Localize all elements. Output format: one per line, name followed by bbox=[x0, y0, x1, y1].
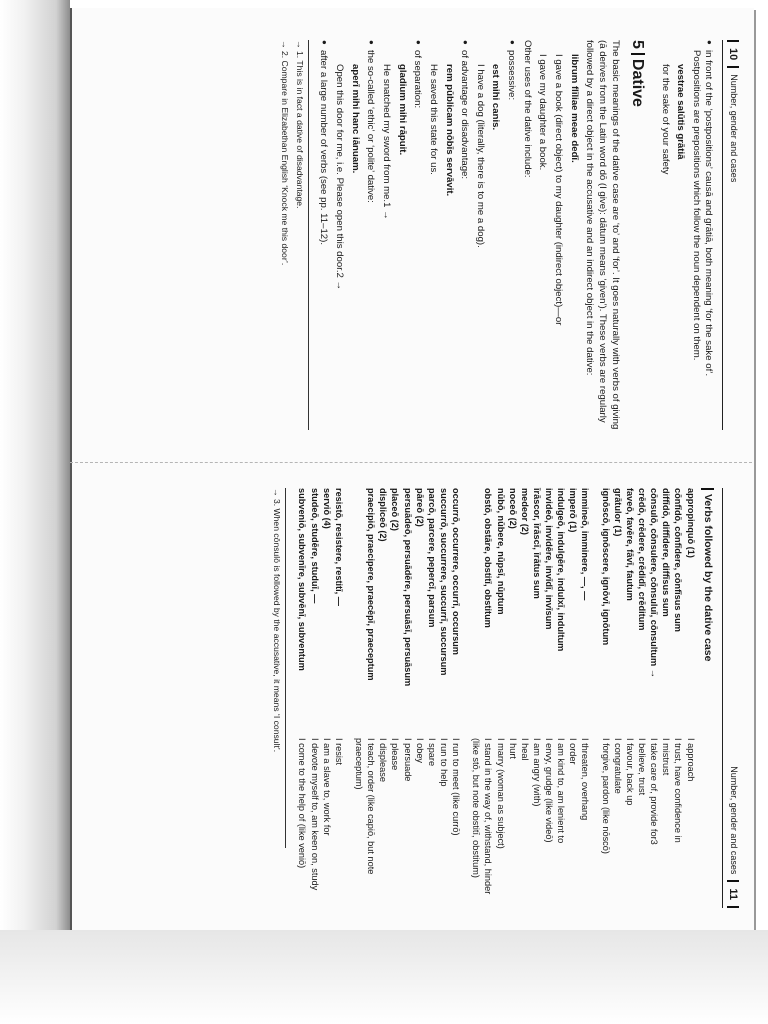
verb-row bbox=[672, 488, 684, 908]
verb-latin: invideō, invidēre, invīdī, invīsum bbox=[544, 488, 555, 630]
use-english: He snatched my sword from me.1 → bbox=[380, 64, 392, 220]
use-label: ● the so-called ‘ethic’ or ‘polite’ dative: bbox=[365, 50, 377, 203]
verb-latin: parcō, parcere, pepercī, parsum bbox=[426, 488, 437, 628]
verb-english: I approach bbox=[685, 738, 696, 782]
use-advantage bbox=[426, 40, 470, 430]
footnote: → 2. Compare in Elizabethan English ‘Knock me this door’. bbox=[280, 40, 291, 266]
verb-latin: diffīdō, diffīdere, diffīsus sum bbox=[661, 488, 672, 617]
verbs-heading: Verbs followed by the dative case bbox=[701, 488, 715, 908]
book-fold bbox=[70, 462, 752, 463]
verb-latin: indulgeō, indulgēre, indulxī, indultum bbox=[556, 488, 567, 652]
verb-english: I threaten, overhang bbox=[580, 738, 591, 821]
verb-row bbox=[438, 488, 450, 908]
use-label: ● possessive: bbox=[506, 50, 518, 101]
use-label: ● after a large number of verbs (see pp. 11–12). bbox=[318, 50, 330, 246]
verb-row bbox=[543, 488, 555, 908]
left-footnotes bbox=[279, 40, 309, 430]
verb-latin: īrāscor, īrāscī, īrātus sum bbox=[531, 488, 542, 599]
verb-row bbox=[333, 488, 345, 908]
verb-english: I run to meet (like currō) bbox=[451, 738, 462, 836]
verb-latin: medeor (2) bbox=[519, 488, 530, 535]
use-possessive bbox=[473, 40, 517, 430]
verb-row bbox=[353, 488, 377, 908]
verb-english: I heal bbox=[519, 738, 530, 761]
use-latin: gladium mihi rāpuit. bbox=[396, 64, 408, 156]
verb-english: I believe, trust bbox=[637, 738, 648, 796]
verb-latin: displiceō (2) bbox=[378, 488, 389, 542]
verb-english: I please bbox=[390, 738, 401, 771]
verb-english: I run to help bbox=[438, 738, 449, 787]
verb-latin: nūbō, nūbere, nūpsī, nūptum bbox=[495, 488, 506, 615]
dative-intro-paragraph: The basic meanings of the dative case are ‘to’ and ‘for’. It goes naturally with verbs of giving (ā derives from the Latin word dō (I give): dātum means ‘given’). These verbs are regularly followed by a direct object in the accusative and an indirect object in the dative: bbox=[584, 40, 621, 430]
verb-row bbox=[567, 488, 579, 908]
header-separator bbox=[727, 66, 739, 68]
verb-row bbox=[308, 488, 320, 908]
verb-row bbox=[401, 488, 413, 908]
verb-english: I trust, have confidence in bbox=[673, 738, 684, 843]
other-uses-paragraph: Other uses of the dative include: bbox=[521, 40, 533, 178]
verb-row bbox=[450, 488, 462, 908]
verb-row bbox=[519, 488, 531, 908]
verb-english: I spare bbox=[426, 738, 437, 767]
verb-latin: placeō (2) bbox=[390, 488, 401, 531]
left-header-title: Number, gender and cases bbox=[728, 74, 739, 183]
right-page-number: 11 bbox=[727, 888, 739, 900]
header-separator bbox=[727, 880, 739, 882]
verb-row bbox=[636, 488, 648, 908]
verb-english: I order bbox=[568, 738, 579, 765]
verb-latin: obstō, obstāre, obstitī, obstitum bbox=[483, 488, 494, 628]
example-latin: librum flīliae meae dedī. bbox=[568, 54, 580, 163]
verb-latin: resistō, resistere, restitī, — bbox=[333, 488, 344, 606]
verb-english: I forgive, pardon (like nōscō) bbox=[600, 738, 611, 854]
use-label: ● of advantage or disadvantage: bbox=[459, 50, 471, 180]
verb-english: I displease bbox=[378, 738, 389, 782]
verb-english: I am angry (with) bbox=[531, 738, 542, 807]
verb-english: I hurt bbox=[507, 738, 518, 759]
verb-latin: cōnfīdō, cōnfīdere, cōnfīsus sum bbox=[673, 488, 684, 632]
verb-row bbox=[321, 488, 333, 908]
verb-latin: cōnsulō, cōnsulere, cōnsuluī, cōnsultum → bbox=[649, 488, 660, 678]
section-number: 5 bbox=[628, 40, 646, 49]
use-label: ● of separation: bbox=[412, 50, 424, 109]
verb-latin: ignōscō, ignōscere, ignōvī, ignōtum bbox=[600, 488, 611, 646]
verb-row bbox=[377, 488, 389, 908]
verb-english: I teach, order (like capiō, but note praeceptum) bbox=[353, 738, 377, 875]
verb-latin: immineō, imminere, —, — bbox=[580, 488, 591, 601]
verb-latin: grātulor (1) bbox=[612, 488, 623, 537]
verb-english: I marry (woman as subject) bbox=[495, 738, 506, 849]
verb-latin: occurrō, occurrere, occurrī, occursum bbox=[451, 488, 462, 655]
verb-latin: crēdō, crēdere, crēdidī, crēditum bbox=[637, 488, 648, 631]
verb-latin: serviō (4) bbox=[321, 488, 332, 529]
right-page bbox=[130, 488, 740, 908]
use-latin: est mihi canis. bbox=[490, 64, 502, 131]
use-english: I have a dog (literally, there is to me a dog). bbox=[474, 64, 486, 248]
verb-row bbox=[555, 488, 567, 908]
verb-row bbox=[414, 488, 426, 908]
verb-row bbox=[684, 488, 696, 908]
verb-row bbox=[531, 488, 543, 908]
verb-latin: succurrō, succurrere, succurrī, succursum bbox=[438, 488, 449, 676]
verb-english: I am kind to, am lenient to bbox=[556, 738, 567, 844]
section-separator bbox=[631, 53, 645, 55]
postposition-latin: vestrae salūtis grātiā bbox=[675, 64, 687, 160]
verb-latin: noceō (2) bbox=[507, 488, 518, 529]
verb-row bbox=[600, 488, 612, 908]
left-page-number: 10 bbox=[727, 48, 739, 61]
verb-list bbox=[296, 488, 696, 908]
scan-bottom-margin bbox=[0, 930, 768, 1024]
use-latin: rem pūblicam nōbīs servāvit. bbox=[443, 64, 455, 197]
verb-row bbox=[579, 488, 591, 908]
verb-group-gap bbox=[592, 488, 600, 908]
use-separation bbox=[379, 40, 423, 430]
postposition-english: for the sake of your safety bbox=[659, 64, 671, 175]
verb-english: I envy, grudge (like videō) bbox=[544, 738, 555, 843]
verb-english: I mistrust bbox=[661, 738, 672, 776]
left-page-header bbox=[722, 40, 740, 430]
postposition-text: ● in front of the ‘postpositions’ causā and grātiā, both meaning ‘for the sake of’. Postpositions are prepositions which follow the noun dependent on them. bbox=[690, 50, 715, 377]
verb-english: I resist bbox=[333, 738, 344, 766]
right-footnote: → 3. When cōnsulō is followed by the accusative, it means ‘I consult’. bbox=[271, 488, 286, 848]
verb-row bbox=[507, 488, 519, 908]
verb-group-gap bbox=[345, 488, 353, 908]
left-page bbox=[210, 40, 740, 430]
header-rule bbox=[727, 40, 739, 42]
use-verbs bbox=[317, 40, 330, 430]
verb-latin: appropinquō (1) bbox=[685, 488, 696, 558]
verb-row bbox=[494, 488, 506, 908]
verb-english: I am a slave to, work for bbox=[321, 738, 332, 836]
verb-row bbox=[624, 488, 636, 908]
verb-english: I stand in the way of, withstand, hinder (like stō, but note obstitī, obstitum) bbox=[471, 738, 494, 895]
example-english: I gave a book (direct object) to my daughter (indirect object)—or bbox=[553, 54, 565, 326]
example-english-alt: I gave my daughter a book. bbox=[537, 54, 549, 171]
verb-latin: faveō, favēre, fāvī, fautum bbox=[624, 488, 635, 601]
section-heading bbox=[627, 40, 648, 430]
verb-latin: subveniō, subvenīre, subvēnī, subventum bbox=[297, 488, 308, 671]
use-english: Open this door for me, i.e. Please open this door.2 → bbox=[333, 64, 345, 291]
right-page-header bbox=[722, 488, 740, 908]
page-gutter-shadow bbox=[0, 0, 70, 1024]
right-header-title: Number, gender and cases bbox=[728, 766, 739, 875]
verb-row bbox=[470, 488, 494, 908]
postposition-bullet bbox=[658, 40, 715, 430]
verb-english: I persuade bbox=[402, 738, 413, 782]
verb-row bbox=[648, 488, 660, 908]
section-title: Dative bbox=[628, 58, 646, 107]
use-ethic bbox=[332, 40, 376, 430]
verb-row bbox=[426, 488, 438, 908]
verb-english: I favour, back up bbox=[624, 738, 635, 806]
verb-latin: studeō, studēre, studuī, — bbox=[309, 488, 320, 604]
verb-row bbox=[389, 488, 401, 908]
verb-english: I congratulate bbox=[612, 738, 623, 794]
verb-english: I obey bbox=[414, 738, 425, 764]
verb-latin: imperō (1) bbox=[568, 488, 579, 533]
verb-latin: pāreō (2) bbox=[414, 488, 425, 527]
verb-english: I take care of, provide for3 bbox=[649, 738, 660, 845]
verb-row bbox=[660, 488, 672, 908]
verb-english: I devote myself to, am keen on, study bbox=[309, 738, 320, 891]
verb-latin: praecipiō, praecipere, praecēpī, praeceptum bbox=[366, 488, 377, 681]
verb-row bbox=[612, 488, 624, 908]
verb-row bbox=[296, 488, 308, 908]
use-english: He saved this state for us. bbox=[427, 64, 439, 175]
verb-group-gap bbox=[462, 488, 470, 908]
verb-english: I come to the help of (like veniō) bbox=[297, 738, 308, 869]
footnote: → 1. This is in fact a dative of disadvantage. bbox=[294, 40, 305, 209]
verb-latin: persuādeō, persuādēre, persuāsī, persuāsum bbox=[402, 488, 413, 687]
header-rule bbox=[727, 906, 739, 908]
use-latin: aperī mihi hanc iānuam. bbox=[349, 64, 361, 174]
